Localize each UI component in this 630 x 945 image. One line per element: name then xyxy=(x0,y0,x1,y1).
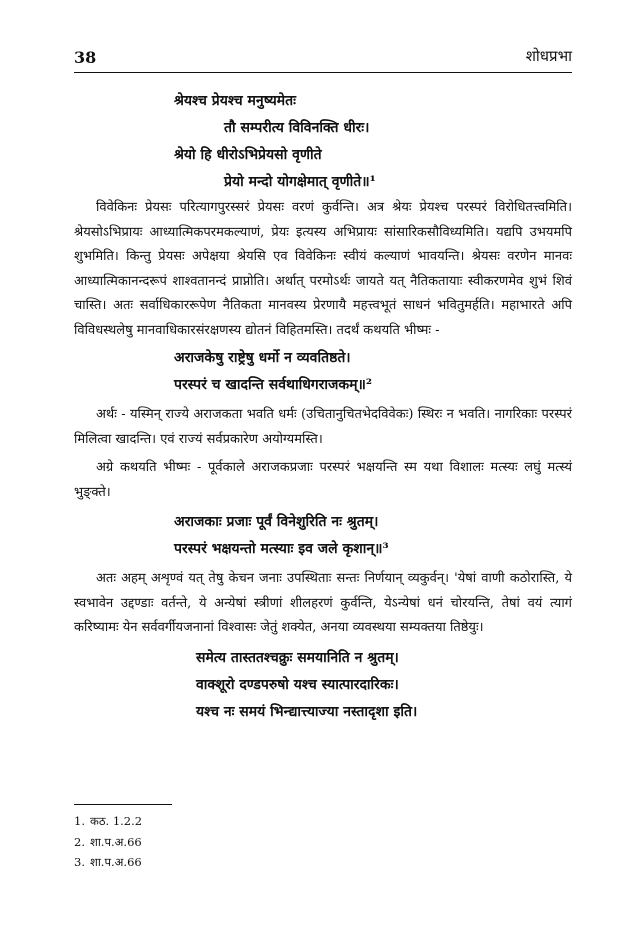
footnote-rule xyxy=(74,804,172,805)
verse-line: यश्च नः समयं भिन्द्यात्त्याज्या नस्तादृशा इति। xyxy=(196,703,418,720)
verse-line: अराजकेषु राष्ट्रेषु धर्मो न व्यवतिष्ठते। xyxy=(174,350,351,366)
footnote: 2. शा.प.अ.66 xyxy=(74,834,142,849)
footnote: 1. कठ. 1.2.2 xyxy=(74,814,143,828)
verse-block-2 xyxy=(74,345,572,399)
paragraph-4: अतः अहम् अशृण्वं यत् तेषु केचन जनाः उपस्थिताः सन्तः निर्णयान् व्यकुर्वन्। 'येषां वाणी कठोरास्ति, ये स्वभावेन उद्दण्डाः वर्तन्ते, ये अन्येषां स्त्रीणां शीलहरणं कुर्वन्ति, येऽन्येषां धनं चोरयन्ति, तेषां वयं त्यागं करिष्यामः येन सर्ववर्गीयजनानां विश्वासः जेतुं शक्येत, अनया व्यवस्थया सम्यक्तया तिष्ठेयुः। xyxy=(74,571,572,635)
verse-block-1 xyxy=(74,88,572,196)
paragraph-2: अर्थः - यस्मिन् राज्ये अराजकता भवति धर्मः (उचितानुचितभेदविवेकः) स्थिरः न भवति। नागरिकाः परस्परं मिलित्वा खादन्ति। एवं राज्यं सर्वप्रकारेण अयोग्यमस्ति। xyxy=(74,407,572,447)
verse-block-4 xyxy=(74,645,572,726)
verse-line: परस्परं च खादन्ति सर्वथाधिगराजकम्॥² xyxy=(174,377,373,393)
verse-block-3 xyxy=(74,509,572,563)
page-number: 38 xyxy=(74,48,97,67)
paragraph-1: विवेकिनः प्रेयसः परित्यागपुरस्सरं प्रेयसः वरणं कुर्वन्ति। अत्र श्रेयः प्रेयश्च परस्परं विरोधितत्त्वमिति। श्रेयसोऽभिप्रायः आध्यात्मिकपरमकल्याणं, प्रेयः इत्यस्य अभिप्रायः सांसारिकसौविध्यमिति। यद्यपि उभयमपि शुभमिति। किन्तु प्रेयसः अपेक्षया श्रेयसि एव विवेकिनः स्वीयं कल्याणं भावयन्ति। श्रेयसः वरणेन मानवः आध्यात्मिकानन्दरूपं शाश्वतानन्दं प्राप्नोति। अर्थात् परमोऽर्थः जायते यत् नैतिकतायाः स्वीकरणमेव शुभं शिवं चास्ति। अतः सर्वाधिकाररूपेण नैतिकता मानवस्य प्रेरणायै महत्त्वभूतं साधनं भवितुमर्हति। महाभारते अपि विविधस्थलेषु मानवाधिकारसंरक्षणस्य द्योतनं विहितमस्ति। तदर्थं कथयति भीष्मः - xyxy=(74,200,572,338)
verse-line: श्रेयो हि धीरोऽभिप्रेयसो वृणीते xyxy=(174,147,322,163)
footnotes xyxy=(74,811,142,873)
page-header xyxy=(74,44,572,73)
verse-line: अराजकाः प्रजाः पूर्वं विनेशुरिति नः श्रुतम्। xyxy=(174,514,379,530)
verse-line: परस्परं भक्षयन्तो मत्स्याः इव जले कृशान्॥³ xyxy=(174,541,389,557)
verse-line: समेत्य तास्ततश्चक्रुः समयानिति न श्रुतम्। xyxy=(196,649,399,666)
verse-line: श्रेयश्च प्रेयश्च मनुष्यमेतः xyxy=(174,93,296,109)
verse-line: वाक्शूरो दण्डपरुषो यश्च स्यात्पारदारिकः। xyxy=(196,676,399,693)
verse-line: प्रेयो मन्दो योगक्षेमात् वृणीते॥¹ xyxy=(224,174,376,190)
verse-line: तौ सम्परीत्य विविनक्ति धीरः। xyxy=(224,120,370,136)
running-title: शोधप्रभा xyxy=(525,47,572,65)
page-body xyxy=(74,88,572,726)
paragraph-3: अग्रे कथयति भीष्मः - पूर्वकाले अराजकप्रजाः परस्परं भक्षयन्ति स्म यथा विशालः मत्स्यः लघुं मत्स्यं भुङ्क्ते। xyxy=(74,460,572,500)
footnote: 3. शा.प.अ.66 xyxy=(74,855,142,869)
